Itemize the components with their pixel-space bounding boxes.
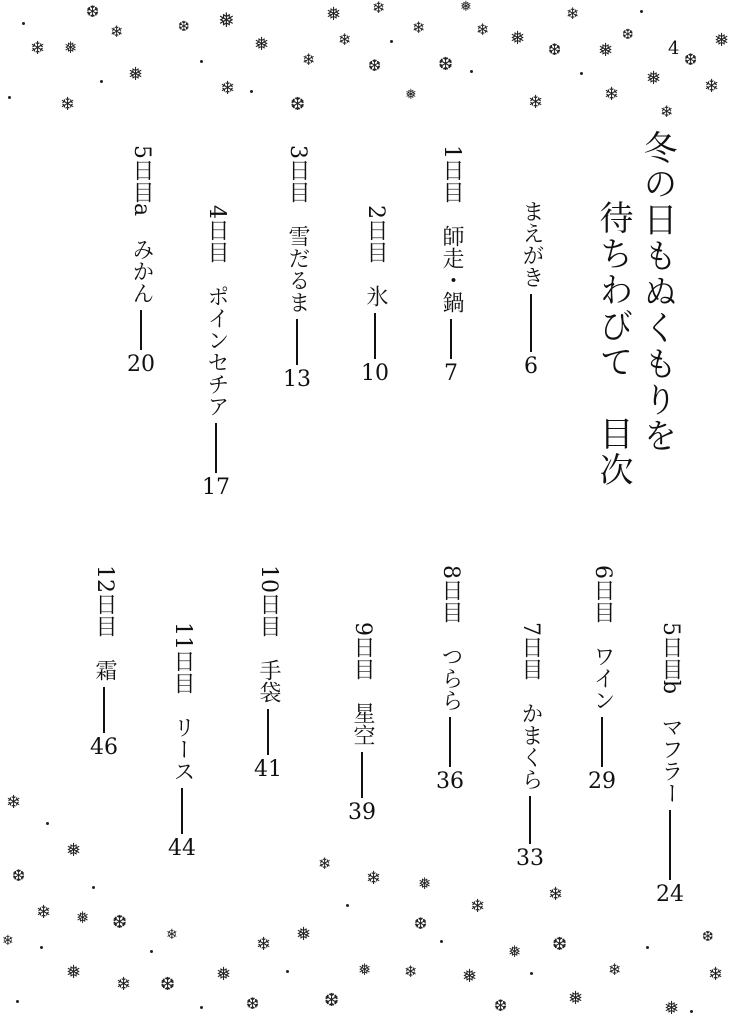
entry-page: 10	[361, 361, 389, 386]
entry-name: 氷	[363, 285, 388, 307]
toc-entry-day12[interactable]	[90, 565, 118, 759]
toc-title-line-2: 待ちわびて 目次	[593, 200, 633, 488]
entry-page: 41	[254, 757, 282, 782]
snow-dot	[8, 96, 11, 99]
leader-line	[374, 313, 376, 359]
entry-name: マフラー	[658, 716, 683, 805]
entry-day: 3日目	[285, 145, 310, 203]
entry-day: 7日目	[518, 622, 543, 680]
snow-dot	[92, 886, 95, 889]
entry-page: 13	[283, 367, 311, 392]
snow-dot	[286, 970, 289, 973]
snowflake-icon: ❄	[660, 102, 674, 121]
snowflake-icon: ❅	[664, 998, 680, 1019]
snow-dot	[40, 946, 43, 949]
toc-entry-day11[interactable]	[168, 622, 196, 860]
entry-name: みかん	[129, 238, 154, 305]
snowflake-icon: ❄	[372, 0, 386, 17]
leader-line	[449, 717, 451, 767]
entry-name: 師走・鍋	[439, 225, 464, 313]
snow-dot	[690, 1010, 693, 1013]
snowflake-icon: ❄	[708, 964, 724, 985]
snowflake-icon: ❄	[30, 38, 46, 59]
snowflake-icon: ❄	[476, 20, 490, 39]
entry-name: リース	[170, 716, 195, 782]
leader-line	[450, 319, 452, 359]
snowflake-icon: ❆	[160, 974, 176, 995]
snow-dot	[646, 946, 649, 949]
leader-line	[361, 752, 363, 798]
snowflake-icon: ❆	[112, 912, 128, 933]
snowflake-icon: ❅	[598, 40, 614, 61]
entry-page: 6	[524, 354, 538, 379]
entry-day: 11日目	[170, 622, 195, 694]
toc-entry-day3[interactable]	[283, 145, 311, 391]
snowflake-icon: ❄	[470, 896, 486, 917]
snow-dot	[390, 40, 393, 43]
leader-line	[103, 687, 105, 733]
snowflake-icon: ❆	[414, 914, 428, 933]
leader-line	[530, 294, 532, 352]
snowflake-icon: ❅	[66, 962, 82, 983]
snowflake-icon: ❆	[246, 994, 260, 1013]
entry-day: 6日目	[590, 565, 615, 623]
entry-page: 24	[656, 882, 684, 908]
entry-page: 33	[516, 846, 544, 871]
snow-dot	[200, 60, 203, 63]
snowflake-icon: ❅	[510, 28, 526, 49]
snowflake-icon: ❆	[86, 2, 100, 21]
entry-day: 8日目	[438, 565, 463, 623]
snowflake-icon: ❆	[290, 94, 306, 115]
snowflake-icon: ❄	[608, 960, 622, 979]
entry-name: ポインセチア	[204, 285, 229, 417]
snow-dot	[250, 90, 253, 93]
snowflake-icon: ❄	[116, 974, 132, 995]
toc-entry-day2[interactable]	[361, 205, 389, 385]
entry-day: 9日目	[350, 622, 375, 680]
leader-line	[181, 788, 183, 834]
snowflake-icon: ❅	[254, 34, 270, 55]
entry-name: 霜	[92, 659, 117, 681]
entry-name: 手袋	[256, 659, 281, 703]
entry-page: 7	[444, 361, 458, 386]
snowflake-icon: ❄	[566, 4, 580, 23]
leader-line	[267, 709, 269, 755]
entry-page: 44	[168, 836, 196, 861]
entry-day: 10日目	[256, 565, 281, 637]
snowflake-icon: ❅	[646, 68, 662, 89]
snowflake-icon: ❅	[405, 87, 417, 103]
leader-line	[529, 796, 531, 844]
snowflake-icon: ❅	[462, 966, 478, 987]
entry-day: 4日目	[204, 205, 229, 263]
snowflake-icon: ❆	[548, 40, 562, 59]
snowflake-icon: ❅	[460, 0, 472, 15]
snowflake-icon: ❅	[358, 960, 372, 979]
snowflake-icon: ❄	[220, 78, 236, 99]
entry-page: 36	[436, 769, 464, 794]
snowflake-icon: ❄	[60, 94, 76, 115]
snowflake-icon: ❆	[684, 50, 698, 69]
snow-dot	[22, 22, 25, 25]
toc-entry-day5b[interactable]	[656, 622, 684, 906]
snowflake-icon: ❄	[6, 792, 22, 813]
entry-name: つらら	[438, 645, 463, 711]
snowflake-icon: ❆	[622, 27, 634, 43]
snowflake-icon: ❄	[704, 76, 720, 97]
entry-page: 46	[90, 735, 118, 760]
snowflake-icon: ❄	[302, 50, 316, 69]
toc-entry-day6[interactable]	[588, 565, 616, 793]
page-number: 4	[668, 38, 680, 59]
entry-day: 5日目b	[658, 622, 683, 695]
snowflake-icon: ❅	[64, 38, 78, 57]
snowflake-icon: ❅	[418, 874, 432, 893]
snowflake-icon: ❅	[326, 4, 342, 25]
snow-dot	[16, 1000, 19, 1003]
entry-day: 12日目	[92, 565, 117, 637]
snow-dot	[640, 10, 643, 13]
toc-entry-preface[interactable]	[520, 200, 542, 378]
entry-page: 29	[588, 769, 616, 794]
entry-name: まえがき	[519, 200, 544, 288]
toc-entry-day8[interactable]	[436, 565, 464, 793]
entry-day: 2日目	[363, 205, 388, 263]
snow-dot	[470, 70, 473, 73]
leader-line	[215, 423, 217, 473]
snowflake-icon: ❄	[256, 934, 272, 955]
snowflake-icon: ❅	[568, 988, 584, 1009]
entry-day: 1日目	[439, 145, 464, 203]
toc-entry-day1[interactable]	[440, 145, 462, 385]
toc-title-line-1: 冬の日もぬくもりを	[637, 130, 677, 454]
snowflake-icon: ❆	[12, 866, 26, 885]
snow-dot	[530, 972, 533, 975]
snowflake-icon: ❆	[702, 929, 714, 945]
toc-entry-day9[interactable]	[348, 622, 376, 824]
snowflake-icon: ❆	[178, 19, 190, 35]
toc-entry-day5a[interactable]	[127, 145, 155, 376]
leader-line	[669, 810, 671, 880]
snowflake-icon: ❆	[438, 54, 454, 75]
toc-entry-day7[interactable]	[516, 622, 544, 870]
snowflake-icon: ❆	[494, 996, 508, 1015]
snowflake-icon: ❄	[338, 30, 352, 49]
leader-line	[601, 717, 603, 767]
snow-dot	[100, 80, 103, 83]
leader-line	[140, 310, 142, 350]
snow-dot	[440, 940, 443, 943]
snowflake-icon: ❅	[296, 924, 312, 945]
entry-name: ワイン	[590, 645, 615, 711]
snowflake-icon: ❆	[368, 56, 382, 75]
snowflake-icon: ❄	[36, 902, 52, 923]
entry-day: 5日目a	[129, 145, 154, 217]
snowflake-icon: ❄	[110, 22, 124, 41]
snowflake-icon: ❅	[66, 840, 82, 861]
snowflake-icon: ❄	[528, 92, 544, 113]
entry-page: 39	[348, 800, 376, 825]
snow-dot	[200, 1006, 203, 1009]
toc-entry-day10[interactable]	[254, 565, 282, 781]
snowflake-icon: ❄	[404, 962, 418, 981]
snow-dot	[150, 950, 153, 953]
entry-name: 雪だるま	[285, 225, 310, 313]
entry-name: かまくら	[518, 702, 543, 790]
snowflake-icon: ❆	[324, 990, 340, 1011]
snowflake-icon: ❄	[604, 84, 620, 105]
snowflake-icon: ❅	[218, 8, 235, 32]
snowflake-icon: ❅	[508, 942, 522, 961]
snowflake-icon: ❅	[76, 908, 90, 927]
snowflake-icon: ❄	[318, 854, 332, 873]
entry-page: 17	[202, 475, 230, 500]
snowflake-icon: ❅	[714, 30, 730, 51]
snowflake-icon: ❅	[128, 64, 144, 85]
leader-line	[296, 319, 298, 365]
snowflake-icon: ❄	[412, 18, 426, 37]
snowflake-icon: ❄	[548, 884, 564, 905]
snow-dot	[346, 904, 349, 907]
snowflake-icon: ❅	[216, 964, 232, 985]
snow-dot	[580, 72, 583, 75]
snowflake-icon: ❄	[366, 868, 382, 889]
snowflake-icon: ❄	[166, 927, 178, 943]
snowflake-icon: ❄	[2, 933, 14, 949]
snow-dot	[46, 822, 49, 825]
entry-page: 20	[127, 352, 155, 378]
toc-entry-day4[interactable]	[202, 205, 230, 499]
entry-name: 星空	[350, 702, 375, 746]
snowflake-icon: ❆	[552, 934, 568, 955]
